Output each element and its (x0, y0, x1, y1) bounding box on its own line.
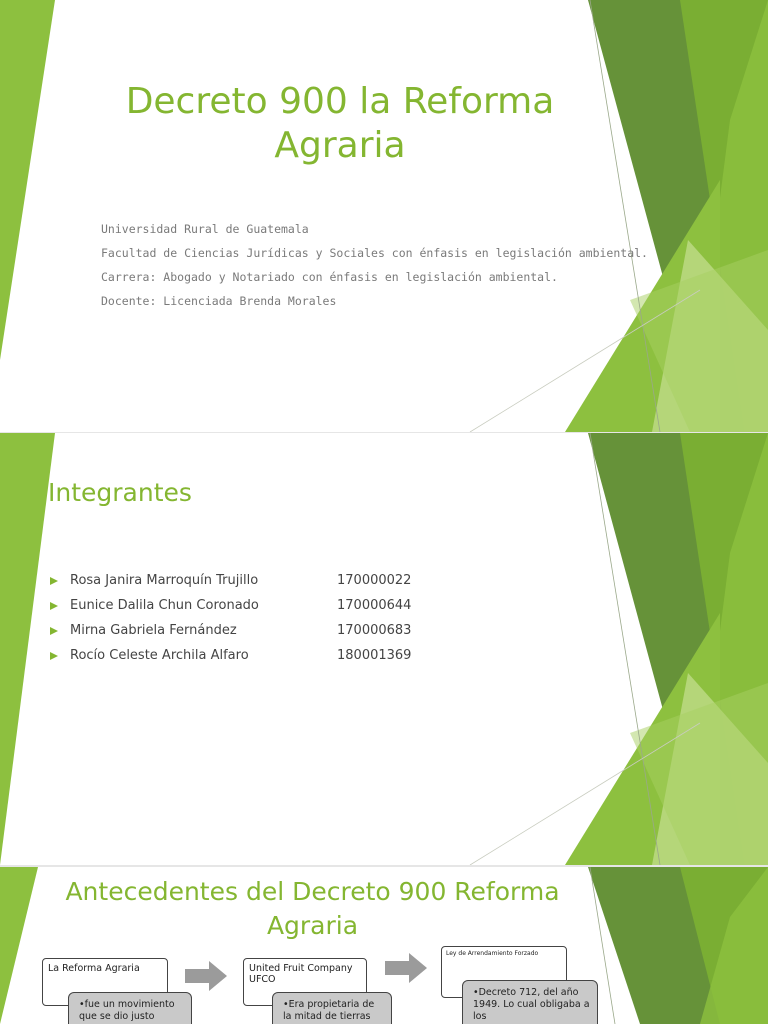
bullet-arrow-icon (50, 627, 58, 635)
title-slide (0, 0, 768, 432)
diagram-node: Ley de Arrendamiento Forzado (441, 946, 567, 998)
slide-decoration (0, 0, 768, 432)
presentation-title: Decreto 900 la Reforma Agraria (125, 81, 555, 166)
arrow-right-icon (185, 961, 229, 991)
member-id: 180001369 (337, 648, 412, 663)
teacher-line: Docente: Licenciada Brenda Morales (101, 294, 337, 308)
university-line: Universidad Rural de Guatemala (101, 222, 309, 236)
member-name: Rocío Celeste Archila Alfaro (70, 648, 249, 663)
members-slide (0, 433, 768, 865)
list-item (48, 622, 428, 647)
career-line: Carrera: Abogado y Notariado con énfasis en legislación ambiental. (101, 270, 558, 284)
diagram-detail: •Era propietaria de la mitad de tierras (272, 992, 392, 1024)
slide-title: Antecedentes del Decreto 900 Reforma Agraria (65, 877, 560, 940)
arrow-right-icon (385, 953, 429, 983)
diagram-detail: •Decreto 712, del año 1949. Lo cual obligaba a los (462, 980, 598, 1024)
diagram-node: United Fruit Company UFCO (243, 958, 367, 1006)
slide-title: Integrantes (48, 478, 192, 507)
bullet-arrow-icon (50, 652, 58, 660)
list-item (48, 597, 428, 622)
member-name: Rosa Janira Marroquín Trujillo (70, 573, 259, 588)
list-item (48, 647, 428, 672)
diagram-detail: •fue un movimiento que se dio justo (68, 992, 192, 1024)
member-name: Eunice Dalila Chun Coronado (70, 598, 259, 613)
bullet-arrow-icon (50, 602, 58, 610)
bullet-arrow-icon (50, 577, 58, 585)
member-name: Mirna Gabriela Fernández (70, 623, 237, 638)
member-id: 170000644 (337, 598, 412, 613)
faculty-line: Facultad de Ciencias Jurídicas y Sociales con énfasis en legislación ambiental. (101, 246, 648, 260)
diagram-node: La Reforma Agraria (42, 958, 168, 1006)
member-id: 170000022 (337, 573, 412, 588)
members-list (48, 572, 428, 672)
subtitle-block (101, 219, 648, 315)
background-slide (0, 867, 768, 1024)
list-item (48, 572, 428, 597)
member-id: 170000683 (337, 623, 412, 638)
